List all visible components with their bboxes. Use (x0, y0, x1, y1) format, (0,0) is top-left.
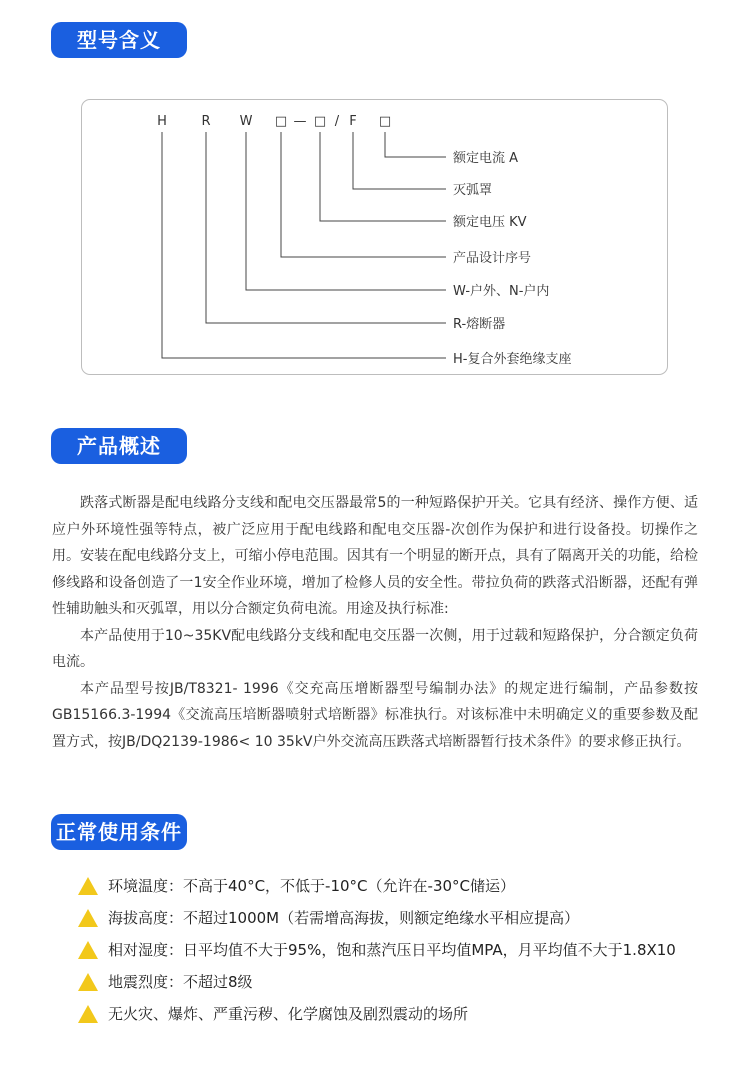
model-diagram-svg (82, 100, 669, 376)
section-title-conditions: 正常使用条件 (51, 814, 187, 850)
legend-item: 产品设计序号 (453, 251, 532, 266)
connector-line-4 (246, 132, 446, 290)
warning-triangle-icon (78, 941, 98, 959)
legend-item: W-户外、N-户内 (453, 284, 550, 299)
condition-text: 海拔高度：不超过1000M（若需增高海拔，则额定绝缘水平相应提高） (108, 909, 580, 927)
connector-line-5 (206, 132, 446, 323)
section-title-overview: 产品概述 (51, 428, 187, 464)
condition-text: 无火灾、爆炸、严重污秽、化学腐蚀及剧烈震动的场所 (108, 1005, 469, 1023)
section-title-model: 型号含义 (51, 22, 187, 58)
condition-item (78, 936, 718, 965)
condition-text: 相对湿度：日平均值不大于95%，饱和蒸汽压日平均值MPA，月平均值不大于1.8X10 (108, 941, 676, 959)
overview-paragraph: 本产品型号按JB/T8321- 1996《交充高压增断器型号编制办法》的规定进行编制，产品参数按GB15166.3-1994《交流高压培断器喷射式培断器》标准执行。对该标准中未明确定义的重要参数及配置方式，按JB/DQ2139-1986< 10 35kV户外交流高压跌落式培断器暂行技术条件》的要求修正执行。 (52, 680, 698, 750)
code-char-6: / (334, 114, 340, 129)
condition-item (78, 872, 718, 901)
code-char-8: □ (378, 114, 392, 129)
warning-triangle-icon (78, 1005, 98, 1023)
connector-line-6 (162, 132, 446, 358)
code-char-5: □ (313, 114, 327, 129)
legend-item: 额定电压 KV (453, 215, 527, 230)
condition-item (78, 904, 718, 933)
warning-triangle-icon (78, 909, 98, 927)
conditions-list (78, 872, 718, 1029)
connector-line-3 (281, 132, 446, 257)
legend-item: R-熔断器 (453, 317, 506, 332)
connector-line-1 (353, 132, 446, 189)
connector-lines (162, 132, 446, 358)
legend-item: 额定电流 A (453, 151, 519, 166)
legend-item: 灭弧罩 (453, 183, 493, 198)
code-char-2: W (239, 114, 253, 129)
condition-item (78, 1000, 718, 1029)
warning-triangle-icon (78, 973, 98, 991)
overview-paragraph: 跌落式断器是配电线路分支线和配电交压器最常5的一种短路保护开关。它具有经济、操作方便、适应户外环境性强等特点，被广泛应用于配电线路和配电交压器-次创作为保护和进行设备投。切操作之用。安装在配电线路分支上，可缩小停电范围。因其有一个明显的断开点，具有了隔离开关的功能，给检修线路和设备创造了一1安全作业环境，增加了检修人员的安全性。带拉负荷的跌落式沿断器，还配有弹性辅助触头和灭弧罩，用以分合额定负荷电流。用途及执行标准: (52, 495, 698, 617)
code-char-1: R (201, 114, 211, 129)
legend-item: H-复合外套绝缘支座 (453, 352, 572, 367)
code-char-4: — (293, 114, 307, 129)
condition-text: 地震烈度：不超过8级 (108, 973, 253, 991)
model-diagram (81, 99, 668, 375)
overview-paragraph: 本产品使用于10~35KV配电线路分支线和配电交压器一次侧，用于过载和短路保护，分合额定负荷电流。 (52, 627, 698, 670)
connector-line-2 (320, 132, 446, 221)
code-char-7: F (349, 114, 357, 129)
condition-item (78, 968, 718, 997)
code-char-0: H (157, 114, 167, 129)
code-char-3: □ (274, 114, 288, 129)
connector-line-0 (385, 132, 446, 157)
condition-text: 环境温度：不高于40°C，不低于-10°C（允许在-30°C储运） (108, 877, 516, 895)
overview-text (52, 490, 698, 755)
warning-triangle-icon (78, 877, 98, 895)
